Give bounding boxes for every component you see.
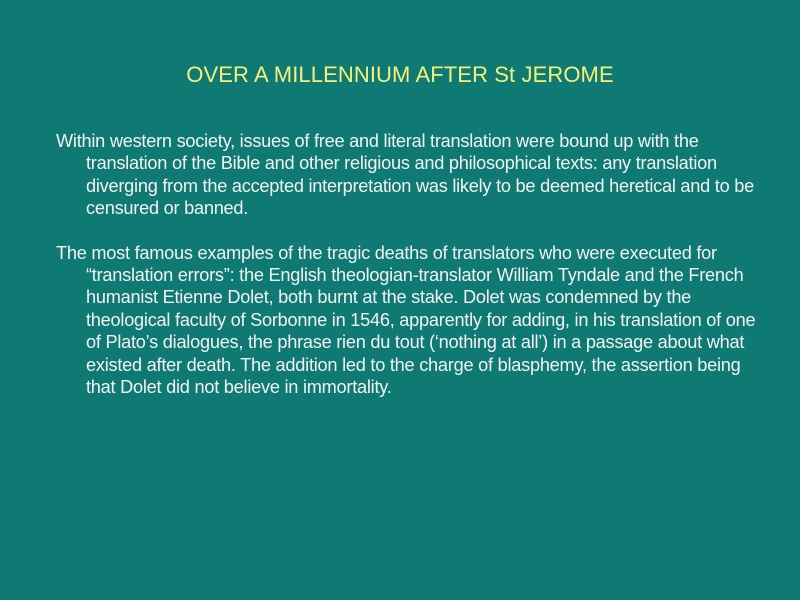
- slide-title: OVER A MILLENNIUM AFTER St JEROME: [186, 62, 614, 87]
- paragraph-translator-deaths: The most famous examples of the tragic deaths of translators who were executed for “translation errors”: the English theologian-translator William Tyndale and the French humanist Etienne Dolet, both burnt at the stake. Dolet was condemned by the theological faculty of Sorbonne in 1546, apparently for adding, in his translation of one of Plato’s dialogues, the phrase rien du tout (‘nothing at all’) in a passage about what existed after death. The addition led to the charge of blasphemy, the assertion being that Dolet did not believe in immortality.: [56, 242, 756, 398]
- paragraph-translation-context: Within western society, issues of free and literal translation were bound up with the translation of the Bible and other religious and philosophical texts: any translation diverging from the accepted interpretation was likely to be deemed heretical and to be censured or banned.: [56, 131, 755, 219]
- slide-body: [56, 130, 764, 398]
